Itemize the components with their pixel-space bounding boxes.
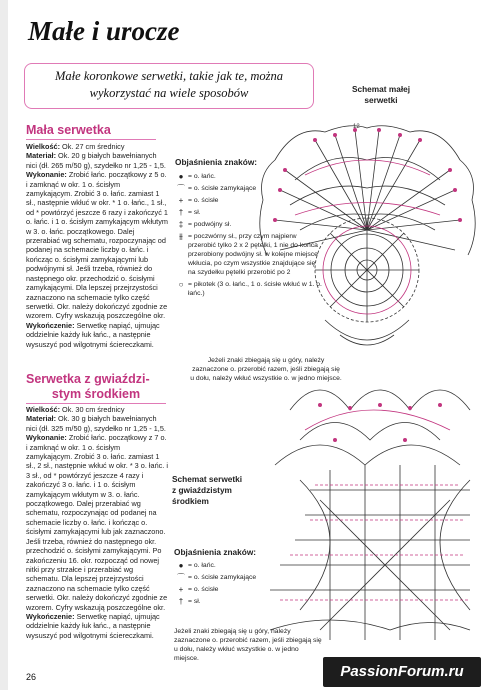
chain-stitch-icon: ● — [178, 561, 184, 570]
legend1-text-single: = o. ścisłe — [188, 197, 219, 204]
slip-stitch-icon: ⌒ — [177, 184, 185, 193]
legend1-title: Objaśnienia znaków: — [175, 157, 258, 167]
legend1-row-slip — [174, 184, 324, 193]
section2-size-text: Ok. 30 cm średnicy — [62, 405, 125, 414]
legend2-row-double — [174, 597, 314, 606]
legend1-row-double — [174, 208, 324, 217]
legend1-text-chain: = o. łańc. — [188, 173, 216, 180]
legend2 — [174, 561, 314, 609]
watermark-logo: PassionForum.ru — [323, 657, 481, 687]
legend1-text-quadruple: = poczwórny sł., przy czym najpierw przerobić tylko 2 x 2 pętelki, 1 nie do końca przerobiony podwójny sł. w kolejne miejsce wkłucia, po czym wszystkie znajdujące się na szydełku pętelki przerobić po 2 — [188, 233, 318, 276]
section1-material-text: Ok. 20 g białych bawełnianych nici (dł. 265 m/50 g), szydełko nr 1,25 - 1,5. — [26, 151, 166, 170]
legend1-text-treble: = podwójny sł. — [188, 221, 232, 228]
legend1-text-picot: = pikotek (3 o. łańc., 1 o. ścisłe wkłuć w 1. o. łańc.) — [188, 281, 322, 297]
section1-execution-text: Zrobić łańc. początkowy z 5 o. i zamknąć w okr. 1 o. ścisłym zamykającym. Zrobić 3 o. łańc. zamiast 1 sł., następnie wkłuć w okr. * 1 o. łańc., 1 sł., od * powtórzyć jeszcze 6 razy i zakończyć 1 o. łańc. i 1 o. ścisłym zamykającym wkłutym w 3. o. łańc. początkowego. Dalej przerabiać wg schematu, rozpoczynając od podanej na schemacie liczby o. łańc. i kończąc o. ścisłymi zamykającymi lub podwójnymi sł. Jeśli trzeba, również do następnego okr. przechodzić o. ścisłymi zamykającymi. Dla lepszej przejrzystości zaznaczono na schemacie tylko część serwetki. Okr. należy dokończyć zgodnie ze wzorem. Cyfry wskazują poszczególne okr. — [26, 170, 168, 321]
section2-execution-text: Zrobić łańc. początkowy z 7 o. i zamknąć w okr. 1 o. ścisłym zamykającym. Zrobić 3 o. łańc. zamiast 1 sł., 2 sł., następnie wkłuć w okr. * 3 o. łańc. i 3 sł., od * powtórzyć jeszcze 4 razy i zakończyć 3 o. łańc. i 1 o. ścisłym zamykającym wkłutym w 3. o. łańc. początkowego. Dalej przerabiać wg schematu, rozpoczynając od podanej na schemacie liczby o. łańc. i kończąc o. ścisłymi zamykającymi lub jak zaznaczono. Jeśli trzeba, również do następnego okr. przechodzić o. ścisłymi zamykającymi. Po zakończeniu 16. okr. rozpocząć od nowej nitki przy strzałce i przerabiać wg schematu. Dla lepszej przejrzystości zaznaczono na schemacie tylko część serwetki. Okr. należy dokończyć zgodnie ze wzorem. Cyfry wskazują poszczególne okr. — [26, 433, 168, 612]
section2-body — [26, 405, 168, 640]
section1-finishing-label: Wykończenie: — [26, 320, 75, 330]
treble-crochet-icon: ‡ — [178, 220, 184, 229]
legend1-text-slip: = o. ścisłe zamykające — [188, 185, 257, 192]
diagram1-title — [336, 84, 426, 106]
section1-body — [26, 142, 168, 349]
quadruple-crochet-icon: ⫵ — [179, 232, 183, 241]
section1-material-label: Materiał: — [26, 151, 57, 161]
chain-stitch-icon: ● — [178, 172, 184, 181]
double-crochet-icon: † — [178, 208, 184, 217]
section2-finishing-text: Serwetkę napiąć, ujmując oddzielnie każdy łuk łańc., a następnie wysuszyć pod wilgotnymi ściereczkami. — [26, 611, 160, 640]
diagram2-title-line-1: Schemat serwetki — [172, 474, 243, 484]
legend1-row-chain — [174, 172, 324, 181]
section1-finishing-text: Serwetkę napiąć, ujmując oddzielnie każdy łuk łańc., a następnie wysuszyć pod wilgotnymi ściereczkami. — [26, 320, 160, 349]
page-title: Małe i urocze — [28, 16, 180, 46]
legend2-row-single — [174, 585, 314, 594]
legend1 — [174, 172, 324, 301]
section1-size-text: Ok. 27 cm średnicy — [62, 142, 125, 151]
section2-title-line-1: Serwetka z gwiaździ- — [26, 372, 150, 386]
legend2-row-slip — [174, 573, 314, 582]
section2-material-label: Materiał: — [26, 414, 57, 424]
section1-title: Mała serwetka — [26, 123, 156, 140]
section2-execution-label: Wykonanie: — [26, 433, 67, 443]
slip-stitch-icon: ⌒ — [177, 573, 185, 582]
legend1-note: Jeżeli znaki zbiegają się u góry, należy zaznaczone o. przerobić razem, jeśli zbiegają się u dołu, należy wkłuć wszystkie o. w jedno miejsce. — [190, 357, 342, 382]
section1-size-label: Wielkość: — [26, 142, 60, 151]
diagram2-title-line-3: środkiem — [172, 496, 209, 506]
section2-title-line-2: stym środkiem — [51, 387, 141, 401]
legend2-text-single: = o. ścisłe — [188, 586, 219, 593]
diagram2-title — [172, 474, 262, 507]
single-crochet-icon: + — [178, 585, 184, 594]
subtitle-line-2: wykorzystać na wiele sposobów — [89, 86, 249, 100]
legend2-text-double: = sł. — [188, 598, 201, 605]
double-crochet-icon: † — [178, 597, 184, 606]
legend2-title: Objaśnienia znaków: — [174, 547, 257, 557]
legend1-row-treble — [174, 220, 324, 229]
legend2-note: Jeżeli znaki zbiegają się u góry, należy zaznaczone o. przerobić razem, jeśli zbiegają się u dołu, należy wkłuć wszystkie o. w jedno miejsce. — [174, 628, 322, 662]
page-number: 26 — [26, 672, 37, 682]
legend1-row-quadruple — [174, 232, 324, 277]
diagram2-title-line-2: z gwiaździstym — [172, 485, 232, 495]
diagram1-title-line-2: serwetki — [364, 95, 398, 105]
subtitle-box — [24, 63, 314, 109]
single-crochet-icon: + — [178, 196, 184, 205]
star-doily-chart — [170, 370, 480, 655]
round-number-label: 12 — [353, 124, 360, 130]
legend1-text-double: = sł. — [188, 209, 201, 216]
subtitle-line-1: Małe koronkowe serwetki, takie jak te, można — [55, 69, 283, 83]
section2-title — [26, 372, 166, 404]
legend1-row-picot — [174, 280, 324, 298]
section2-finishing-label: Wykończenie: — [26, 611, 75, 621]
legend2-text-chain: = o. łańc. — [188, 562, 216, 569]
picot-icon: ○ — [178, 280, 184, 289]
section2-material-text: Ok. 30 g białych bawełnianych nici (dł. 325 m/50 g), szydełko nr 1,25 - 1,5. — [26, 414, 166, 433]
legend1-row-single — [174, 196, 324, 205]
section1-execution-label: Wykonanie: — [26, 170, 67, 180]
diagram1-title-line-1: Schemat małej — [351, 84, 411, 94]
legend2-text-slip: = o. ścisłe zamykające — [188, 574, 257, 581]
legend2-row-chain — [174, 561, 314, 570]
section2-size-label: Wielkość: — [26, 405, 60, 414]
page-edge-strip — [0, 0, 8, 690]
